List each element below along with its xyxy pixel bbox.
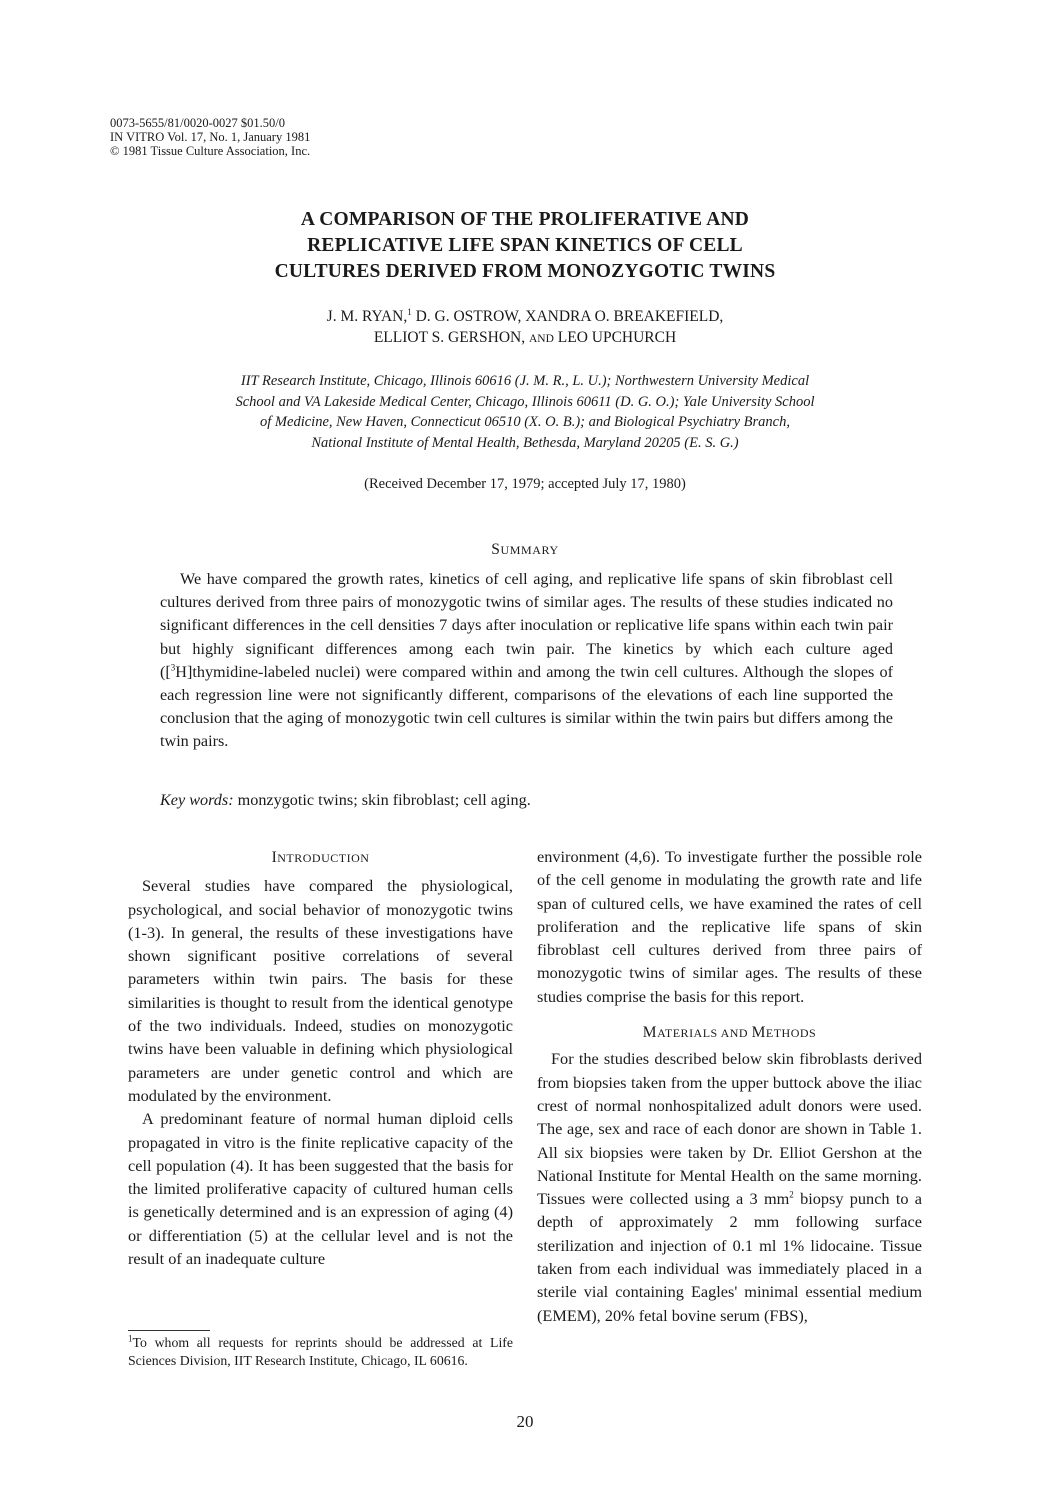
summary-text <box>160 568 893 754</box>
methods-heading <box>537 1020 922 1045</box>
author-list <box>0 306 1050 350</box>
footnote <box>128 1334 513 1370</box>
summary-superscript: 3 <box>170 662 176 673</box>
introduction-heading <box>128 845 513 870</box>
footnote-divider <box>128 1330 210 1331</box>
intro-paragraph-3: environment (4,6). To investigate further the possible role of the cell genome in modulating the growth rate and life span of cultured cells, we have examined the rates of cell proliferation and the replicative life spans of skin fibroblast cell cultures derived from three pairs of monozygotic twins of similar ages. The results of these studies comprise the basis for this report. <box>537 847 922 1006</box>
methods-heading-rest-1: ATERIALS AND <box>657 1026 752 1041</box>
received-dates: (Received December 17, 1979; accepted July 17, 1980) <box>364 476 686 492</box>
keywords <box>160 791 531 810</box>
summary-text-a: We have compared the growth rates, kinetics of cell aging, and replicative life spans of skin fibroblast cell cultures derived from three pairs of monozygotic twins of similar ages. The results of these studies indicated no significant differences in the cell densities 7 days after inoculation or replicative life spans within each twin pair but highly significant differences among each twin pair. The kinetics by which each culture aged ([ <box>160 570 893 681</box>
title-line-2: REPLICATIVE LIFE SPAN KINETICS OF CELL <box>307 235 743 256</box>
title-line-1: A COMPARISON OF THE PROLIFERATIVE AND <box>300 209 750 230</box>
methods-text-b: biopsy punch to a depth of approximately 2 mm following surface sterilization and injection of 0.1 ml 1% lidocaine. Tissue taken from each individual was immediately placed in a sterile vial containing Eagles' minimal essential medium (EMEM), 20% fetal bovine serum (FBS), <box>537 1189 922 1325</box>
keywords-text: monzygotic twins; skin fibroblast; cell aging. <box>233 791 531 809</box>
authors-line-2 <box>0 327 1050 350</box>
methods-heading-cap-1: M <box>642 1024 658 1042</box>
author-upchurch: LEO UPCHURCH <box>553 329 677 346</box>
author-footnote-mark: 1 <box>407 306 412 317</box>
title-line-3: CULTURES DERIVED FROM MONOZYGOTIC TWINS <box>274 261 776 282</box>
methods-paragraph-1 <box>537 1047 922 1327</box>
authors-line-1 <box>0 306 1050 327</box>
footnote-text: To whom all requests for reprints should be addressed at Life Sciences Division, IIT Research Institute, Chicago, IL 60616. <box>128 1335 513 1368</box>
affiliation-line-2: School and VA Lakeside Medical Center, Chicago, Illinois 60611 (D. G. O.); Yale University School <box>235 393 815 410</box>
affiliation-line-3: of Medicine, New Haven, Connecticut 06510 (X. O. B.); and Biological Psychiatry Branch, <box>260 414 790 430</box>
intro-paragraph-2: A predominant feature of normal human diploid cells propagated in vitro is the finite replicative capacity of the cell population (4). It has been suggested that the basis for the limited proliferative capacity of cultured human cells is genetically determined and is an expression of aging (4) or differentiation (5) at the cellular level and is not the result of an inadequate culture <box>128 1109 513 1269</box>
journal-header <box>110 116 310 158</box>
footnote-mark: 1 <box>128 1333 133 1344</box>
summary-heading-rest: UMMARY <box>500 543 559 557</box>
left-column <box>128 845 513 1270</box>
intro-paragraph-1: Several studies have compared the physiological, psychological, and social behavior of monozygotic twins (1-3). In general, the results of these investigations have shown significant positive correlations of several parameters within twin pairs. The basis for these similarities is thought to result from the identical genotype of the two individuals. Indeed, studies on monozygotic twins have been valuable in defining which physiological parameters are under genetic control and which are modulated by the environment. <box>128 876 513 1105</box>
article-title <box>0 207 1050 285</box>
affiliations <box>150 371 900 453</box>
journal-copyright: © 1981 Tissue Culture Association, Inc. <box>110 144 311 158</box>
summary-heading-cap: S <box>491 541 501 558</box>
authors-rest-1: D. G. OSTROW, XANDRA O. BREAKEFIELD, <box>411 308 724 325</box>
affiliation-line-1: IIT Research Institute, Chicago, Illinois 60616 (J. M. R., L. U.); Northwestern University Medical <box>240 373 810 389</box>
methods-superscript: 2 <box>789 1189 794 1200</box>
methods-heading-rest-2: ETHODS <box>765 1026 817 1041</box>
summary-text-b: H]thymidine-labeled nuclei) were compared within and among the twin cell cultures. Although the slopes of each regression line were not significantly different, comparisons of the elevations of each line supported the conclusion that the aging of monozygotic twin cell cultures is similar within the twin pairs but differs among the twin pairs. <box>160 662 893 751</box>
keywords-label: Key words: <box>160 791 234 809</box>
author-gershon: ELLIOT S. GERSHON, <box>373 329 529 346</box>
affiliation-line-4: National Institute of Mental Health, Bethesda, Maryland 20205 (E. S. G.) <box>311 434 739 451</box>
author-ryan: J. M. RYAN, <box>326 308 408 325</box>
intro-heading-cap: I <box>271 849 278 866</box>
authors-and: AND <box>528 333 554 345</box>
summary-heading <box>0 541 1050 559</box>
right-column <box>537 845 922 1327</box>
journal-code: 0073-5655/81/0020-0027 $01.50/0 <box>110 116 285 130</box>
journal-volume: IN VITRO Vol. 17, No. 1, January 1981 <box>110 130 311 144</box>
intro-heading-rest: NTRODUCTION <box>277 851 370 865</box>
summary-paragraph <box>160 568 893 754</box>
methods-text-a: For the studies described below skin fibroblasts derived from biopsies taken from the upper buttock above the iliac crest of normal nonhospitalized adult donors were used. The age, sex and race of each donor are shown in Table 1. All six biopsies were taken by Dr. Elliot Gershon at the National Institute for Mental Health on the same morning. Tissues were collected using a 3 mm <box>537 1049 922 1209</box>
methods-heading-cap-2: M <box>751 1024 766 1042</box>
page-number: 20 <box>516 1412 534 1431</box>
